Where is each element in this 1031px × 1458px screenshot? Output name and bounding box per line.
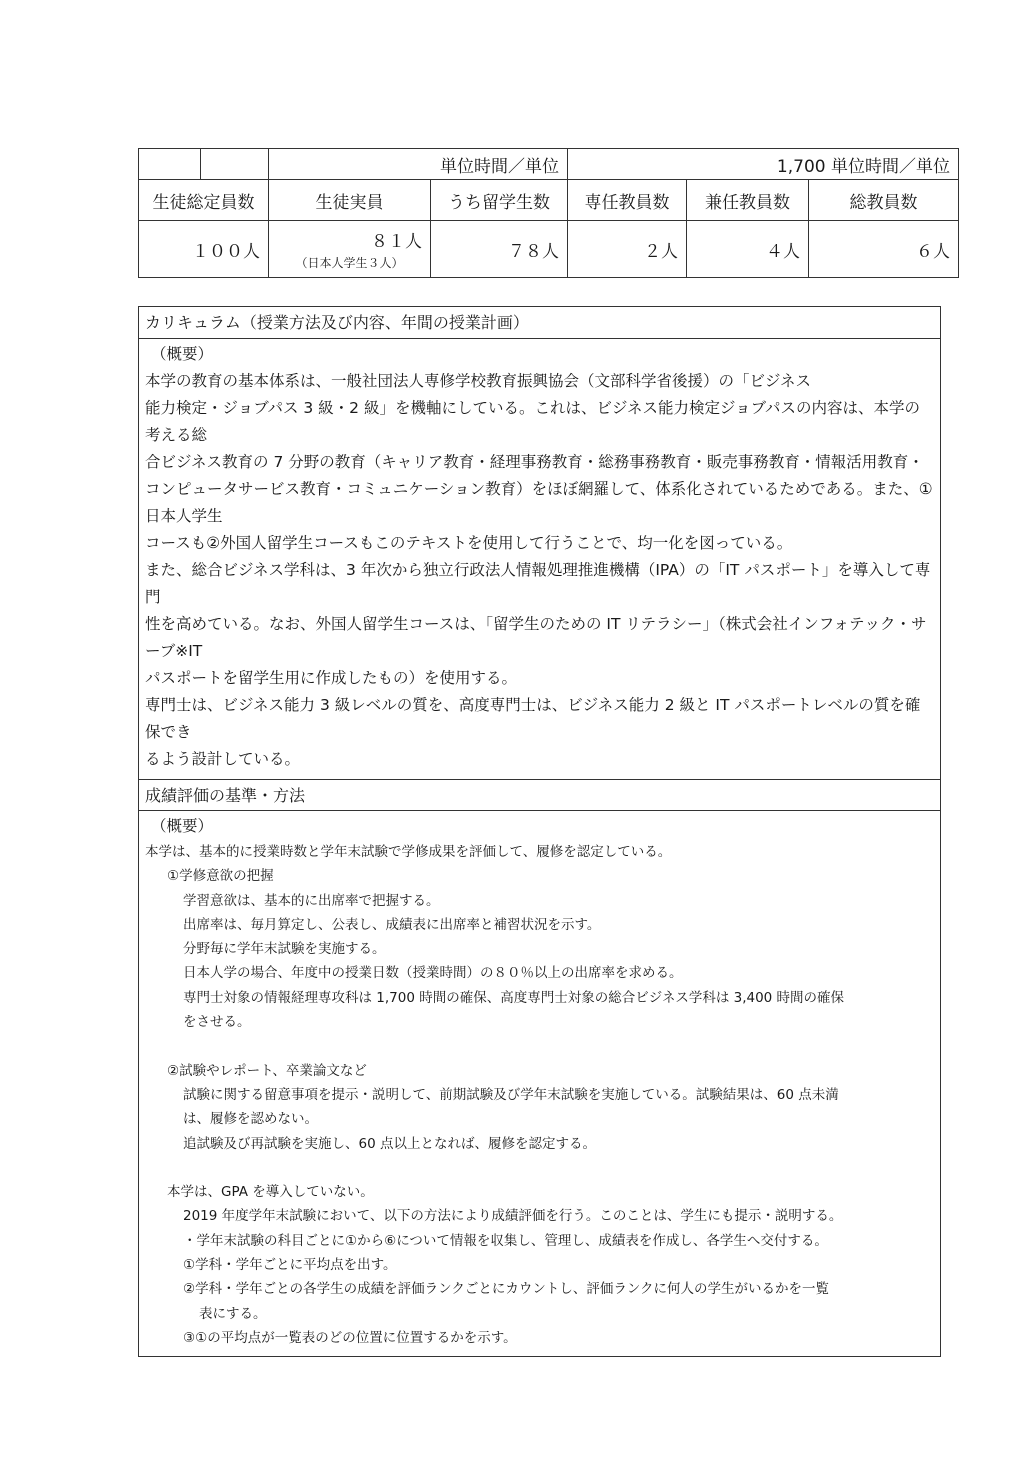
header-fulltime: 専任教員数 [568, 180, 687, 221]
curriculum-heading: カリキュラム（授業方法及び内容、年間の授業計画） [139, 307, 940, 339]
curriculum-line: るよう設計している。 [145, 750, 301, 768]
item1-line: 日本人学の場合、年度中の授業日数（授業時間）の８０％以上の出席率を求める。 [183, 965, 683, 982]
gpa-line: ・学年末試験の科目ごとに①から⑥について情報を収集し、管理し、成績表を作成し、各学生へ交付する。 [183, 1232, 828, 1249]
value-total: ６人 [809, 221, 959, 278]
value-parttime: ４人 [687, 221, 809, 278]
unit-row [139, 149, 959, 180]
grading-body [139, 811, 940, 1356]
header-international: うち留学生数 [431, 180, 568, 221]
item2-title: ②試験やレポート、卒業論文など [167, 1062, 367, 1079]
empty-cell [139, 149, 201, 180]
curriculum-line: 専門士は、ビジネス能力 3 級レベルの質を、高度専門士は、ビジネス能力 2 級と IT パスポートレベルの質を確保でき [145, 696, 921, 741]
curriculum-line: 能力検定・ジョブパス 3 級・2 級」を機軸にしている。これは、ビジネス能力検定ジョブパスの内容は、本学の考える総 [145, 399, 920, 444]
item1-title: ①学修意欲の把握 [167, 868, 274, 885]
gpa-line: 2019 年度学年末試験において、以下の方法により成績評価を行う。このことは、学生にも提示・説明する。 [183, 1208, 843, 1225]
item1-line: 学習意欲は、基本的に出席率で把握する。 [183, 892, 440, 909]
item2-line: は、履修を認めない。 [183, 1111, 318, 1128]
grading-overview: （概要） [151, 817, 214, 835]
gpa-line-cont: 表にする。 [199, 1305, 267, 1322]
grading-heading: 成績評価の基準・方法 [139, 779, 940, 811]
spacer [145, 1156, 934, 1180]
curriculum-line: 性を高めている。なお、外国人留学生コースは、「留学生のための IT リテラシー」（株式会社インフォテック・サーブ※IT [145, 615, 927, 660]
stats-table [138, 148, 959, 278]
curriculum-overview: （概要） [151, 345, 214, 363]
curriculum-line: また、総合ビジネス学科は、3 年次から独立行政法人情報処理推進機構（IPA）の「IT パスポート」を導入して専門 [145, 561, 931, 606]
spacer [145, 1034, 934, 1058]
gpa-line: ③①の平均点が一覧表のどの位置に位置するかを示す。 [183, 1329, 517, 1346]
curriculum-line: パスポートを留学生用に作成したもの）を使用する。 [145, 669, 518, 687]
curriculum-body [139, 339, 940, 779]
curriculum-line: コンピュータサービス教育・コミュニケーション教育）をほぼ網羅して、体系化されているためである。また、①日本人学生 [145, 480, 933, 525]
value-international: ７８人 [431, 221, 568, 278]
curriculum-section [138, 306, 941, 1357]
curriculum-line: 合ビジネス教育の 7 分野の教育（キャリア教育・経理事務教育・総務事務教育・販売事務教育・情報活用教育・ [145, 453, 924, 471]
value-actual-note: （日本人学生３人） [295, 256, 404, 270]
item1-line: 専門士対象の情報経理専攻科は 1,700 時間の確保、高度専門士対象の総合ビジネス学科は 3,400 時間の確保 [183, 989, 845, 1006]
grading-intro: 本学は、基本的に授業時数と学年末試験で学修成果を評価して、履修を認定している。 [145, 844, 672, 860]
unit-label: 単位時間／単位 [269, 149, 568, 180]
header-parttime: 兼任教員数 [687, 180, 809, 221]
item2-line: 追試験及び再試験を実施し、60 点以上となれば、履修を認定する。 [183, 1135, 596, 1152]
header-capacity: 生徒総定員数 [139, 180, 269, 221]
gpa-line: ①学科・学年ごとに平均点を出す。 [183, 1257, 397, 1274]
curriculum-line: コースも②外国人留学生コースもこのテキストを使用して行うことで、均一化を図っている。 [145, 534, 793, 552]
value-fulltime: ２人 [568, 221, 687, 278]
value-capacity: １００人 [139, 221, 269, 278]
header-row [139, 180, 959, 221]
value-actual: ８１人 [371, 232, 422, 252]
header-actual: 生徒実員 [269, 180, 431, 221]
values-row [139, 221, 959, 278]
gpa-line: ②学科・学年ごとの各学生の成績を評価ランクごとにカウントし、評価ランクに何人の学生がいるかを一覧 [183, 1281, 830, 1298]
header-total: 総教員数 [809, 180, 959, 221]
gpa-title: 本学は、GPA を導入していない。 [167, 1184, 374, 1201]
unit-value: 1,700 単位時間／単位 [568, 149, 959, 180]
item1-line: 出席率は、毎月算定し、公表し、成績表に出席率と補習状況を示す。 [183, 916, 601, 933]
item1-line: をさせる。 [183, 1014, 251, 1031]
value-actual-cell [269, 221, 431, 278]
item1-line: 分野毎に学年末試験を実施する。 [183, 941, 386, 958]
empty-cell [201, 149, 269, 180]
curriculum-line: 本学の教育の基本体系は、一般社団法人専修学校教育振興協会（文部科学省後援）の「ビジネス [145, 372, 812, 390]
item2-line: 試験に関する留意事項を提示・説明して、前期試験及び学年末試験を実施している。試験結果は、60 点未満 [183, 1086, 839, 1103]
